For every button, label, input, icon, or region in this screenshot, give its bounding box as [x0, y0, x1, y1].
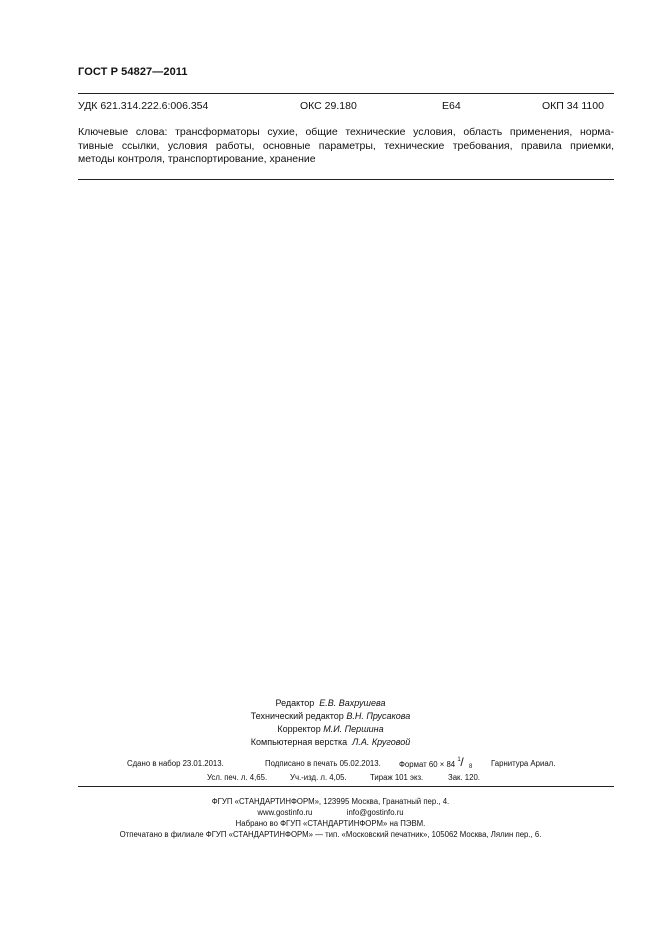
layout-name: Л.А. Круговой	[352, 737, 411, 747]
publisher-website-link[interactable]: www.gostinfo.ru	[257, 808, 313, 817]
keywords-line-1: Ключевые слова: трансформаторы сухие, общие технические условия, область применения, норма-	[78, 126, 614, 138]
layout-label: Компьютерная верстка	[250, 737, 348, 747]
pub-sheets: Уч.-изд. л. 4,05.	[290, 773, 347, 782]
submitted-date: Сдано в набор 23.01.2013.	[127, 759, 224, 768]
order-number: Зак. 120.	[448, 773, 480, 782]
format-fraction-denominator: 8	[468, 764, 473, 770]
oks-code: ОКС 29.180	[300, 100, 357, 112]
format-fraction-slash-icon: /	[460, 755, 464, 769]
print-run: Тираж 101 экз.	[370, 773, 424, 782]
tech-editor-line	[0, 710, 661, 723]
okp-code: ОКП 34 1100	[542, 100, 604, 112]
format-fraction-numerator: 1	[457, 757, 461, 763]
format-value: 84	[446, 760, 456, 769]
editor-label: Редактор	[275, 698, 315, 708]
corrector-label: Корректор	[277, 724, 321, 734]
tech-editor-label: Технический редактор	[250, 711, 344, 721]
format-label: Формат 60	[399, 760, 438, 769]
keywords-line-2: тивные ссылки, условия работы, основные параметры, технические требования, правила приемки,	[78, 139, 614, 152]
top-rule	[78, 93, 614, 94]
group-code: Е64	[442, 100, 461, 112]
typeset-note: Набрано во ФГУП «СТАНДАРТИНФОРМ» на ПЭВМ.	[235, 819, 426, 828]
keywords-line-3: методы контроля, транспортирование, хранение	[78, 153, 316, 165]
typeface-info: Гарнитура Ариал.	[491, 759, 556, 768]
publication-bottom-rule	[78, 786, 614, 787]
signed-date: Подписано в печать 05.02.2013.	[265, 759, 381, 768]
keywords-paragraph	[78, 126, 614, 167]
format-fraction	[457, 755, 473, 770]
printed-at-note: Отпечатано в филиале ФГУП «СТАНДАРТИНФОРМ» — тип. «Московский печатник», 105062 Москва, Лялин пер., 6.	[119, 830, 542, 839]
editor-name: Е.В. Вахрушева	[319, 698, 386, 708]
publisher-contacts	[0, 807, 661, 818]
format-info	[399, 755, 473, 770]
layout-line	[0, 736, 661, 749]
standard-id-title: ГОСТ Р 54827—2011	[78, 66, 188, 78]
publisher-address: ФГУП «СТАНДАРТИНФОРМ», 123995 Москва, Гранатный пер., 4.	[211, 797, 450, 806]
udk-code: УДК 621.314.222.6:006.354	[78, 100, 209, 112]
print-sheets: Усл. печ. л. 4,65.	[207, 773, 268, 782]
editor-line	[0, 697, 661, 710]
format-times: ×	[439, 760, 445, 769]
corrector-name: М.И. Першина	[323, 724, 384, 734]
credits-block	[0, 697, 661, 749]
publisher-email-link[interactable]: info@gostinfo.ru	[346, 808, 404, 817]
printer-block	[0, 796, 661, 840]
corrector-line	[0, 723, 661, 736]
classification-row	[78, 100, 614, 114]
keywords-bottom-rule	[78, 179, 614, 180]
tech-editor-name: В.Н. Прусакова	[346, 711, 411, 721]
